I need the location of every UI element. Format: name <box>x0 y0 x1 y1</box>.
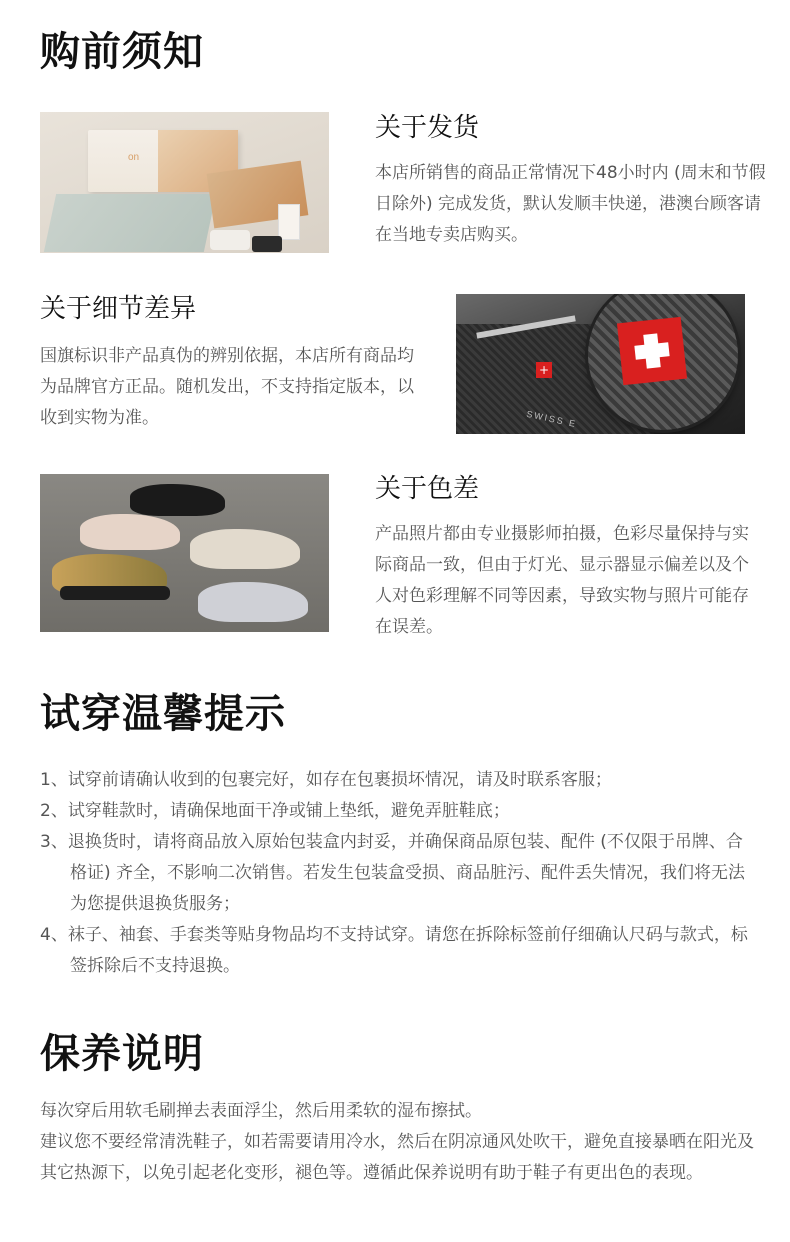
section-title-tryon: 试穿温馨提示 <box>40 691 286 737</box>
swiss-flag-detail-image <box>456 294 745 434</box>
care-paragraph: 每次穿后用软毛刷掸去表面浮尘，然后用柔软的湿布擦拭。 <box>40 1101 482 1121</box>
list-item: 2、试穿鞋款时，请确保地面干净或铺上垫纸，避免弄脏鞋底； <box>40 801 510 821</box>
color-title: 关于色差 <box>375 474 480 504</box>
tryon-list <box>40 765 750 982</box>
shoes-lineup-image <box>40 474 329 632</box>
image-print-text: SWISS E <box>525 408 578 430</box>
section-title-notice: 购前须知 <box>40 29 204 75</box>
care-paragraph: 建议您不要经常清洗鞋子，如若需要请用冷水，然后在阴凉通风处吹干，避免直接暴晒在阳光及其它热源下，以免引起老化变形，褪色等。遵循此保养说明有助于鞋子有更出色的表现。 <box>40 1132 754 1183</box>
section-title-care: 保养说明 <box>40 1031 204 1077</box>
list-item: 1、试穿前请确认收到的包裹完好，如存在包裹损坏情况，请及时联系客服； <box>40 770 612 790</box>
shipping-box-image <box>40 112 329 253</box>
details-title: 关于细节差异 <box>40 294 197 324</box>
details-text: 国旗标识非产品真伪的辨别依据，本店所有商品均为品牌官方正品。随机发出，不支持指定版本，以收到实物为准。 <box>40 346 414 428</box>
brand-logo: on <box>128 152 140 163</box>
list-item: 4、袜子、袖套、手套类等贴身物品均不支持试穿。请您在拆除标签前仔细确认尺码与款式，标签拆除后不支持退换。 <box>40 925 748 976</box>
swiss-flag-small: + <box>536 362 552 378</box>
list-item: 3、退换货时，请将商品放入原始包装盒内封妥，并确保商品原包装、配件 (不仅限于吊牌、合格证) 齐全，不影响二次销售。若发生包装盒受损、商品脏污、配件丢失情况，我们将无法为您提供退换货服务； <box>40 832 746 914</box>
shipping-text: 本店所销售的商品正常情况下48小时内 (周末和节假日除外) 完成发货，默认发顺丰快递，港澳台顾客请在当地专卖店购买。 <box>375 163 766 245</box>
shipping-title: 关于发货 <box>375 113 480 143</box>
swiss-flag-large <box>617 317 687 385</box>
care-text <box>40 1096 755 1189</box>
color-text: 产品照片都由专业摄影师拍摄，色彩尽量保持与实际商品一致，但由于灯光、显示器显示偏差以及个人对色彩理解不同等因素，导致实物与照片可能存在误差。 <box>375 524 749 637</box>
